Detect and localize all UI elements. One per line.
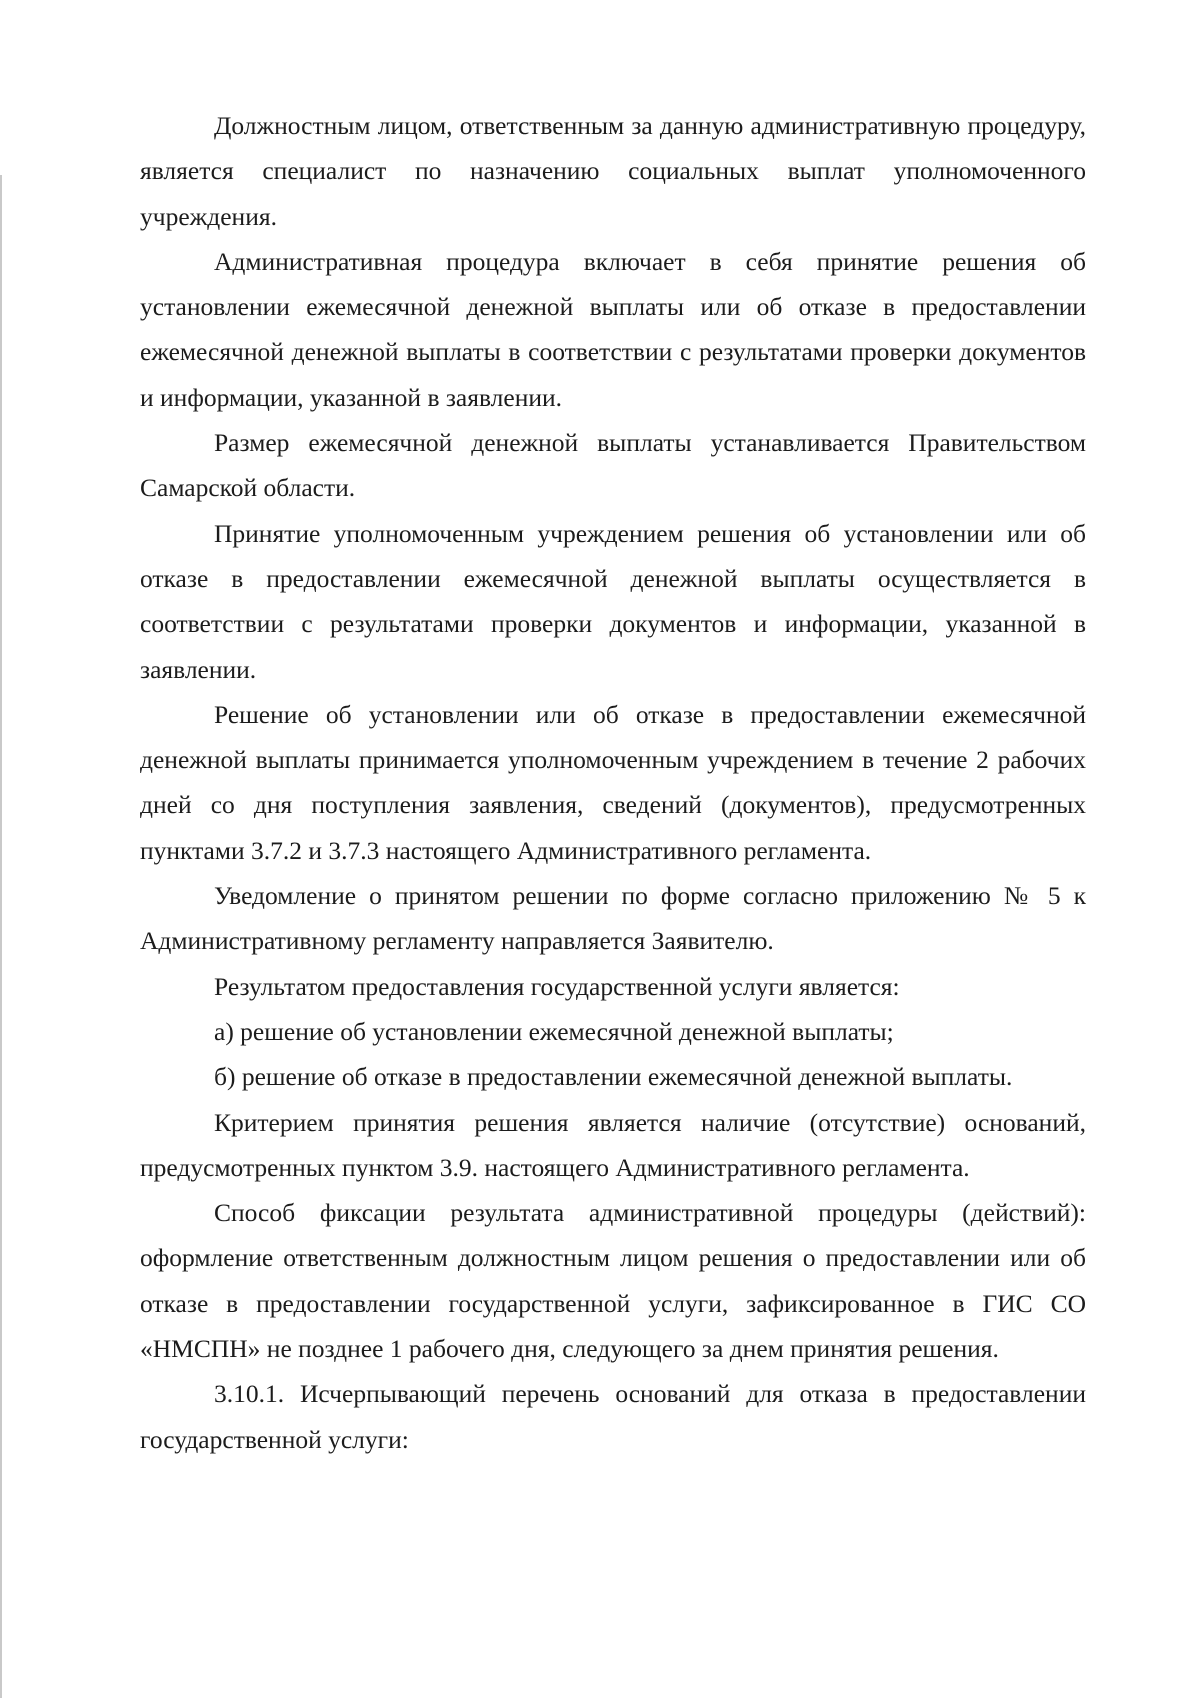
paragraph-decision-basis: Принятие уполномоченным учреждением решения об установлении или об отказе в предоставлении ежемесячной денежной выплаты осуществляется в соответствии с результатами проверки документов и информации, указанной в заявлении. bbox=[140, 518, 1086, 684]
scan-left-edge-line bbox=[0, 175, 2, 1698]
paragraph-responsible-official: Должностным лицом, ответственным за данную административную процедуру, является специалист по назначению социальных выплат уполномоченного учреждения. bbox=[140, 111, 1086, 231]
paragraph-result-heading: Результатом предоставления государственной услуги является: bbox=[214, 971, 900, 1001]
paragraph-result-item-b: б) решение об отказе в предоставлении ежемесячной денежной выплаты. bbox=[214, 1062, 1013, 1092]
paragraph-notification: Уведомление о принятом решении по форме согласно приложению № 5 к Административному регламенту направляется Заявителю. bbox=[140, 881, 1086, 956]
paragraph-result-item-a: а) решение об установлении ежемесячной денежной выплаты; bbox=[214, 1016, 894, 1046]
paragraph-section-3-10-1: 3.10.1. Исчерпывающий перечень оснований для отказа в предоставлении государственной услуги: bbox=[140, 1379, 1086, 1454]
paragraph-procedure-description: Административная процедура включает в себя принятие решения об установлении ежемесячной денежной выплаты или об отказе в предоставлении ежемесячной денежной выплаты в соответствии с результатами проверки документов и информации, указанной в заявлении. bbox=[140, 246, 1086, 412]
document-body bbox=[140, 103, 1086, 1462]
paragraph-decision-criterion: Критерием принятия решения является наличие (отсутствие) оснований, предусмотренных пунктом 3.9. настоящего Административного регламента. bbox=[140, 1107, 1086, 1182]
paragraph-recording-method: Способ фиксации результата административной процедуры (действий): оформление ответственным должностным лицом решения о предоставлении или об отказе в предоставлении государственной услуги, зафиксированное в ГИС СО «НМСПН» не позднее 1 рабочего дня, следующего за днем принятия решения. bbox=[140, 1198, 1086, 1364]
paragraph-payment-amount: Размер ежемесячной денежной выплаты устанавливается Правительством Самарской области. bbox=[140, 428, 1086, 503]
paragraph-decision-deadline: Решение об установлении или об отказе в предоставлении ежемесячной денежной выплаты принимается уполномоченным учреждением в течение 2 рабочих дней со дня поступления заявления, сведений (документов), предусмотренных пунктами 3.7.2 и 3.7.3 настоящего Административного регламента. bbox=[140, 699, 1086, 865]
